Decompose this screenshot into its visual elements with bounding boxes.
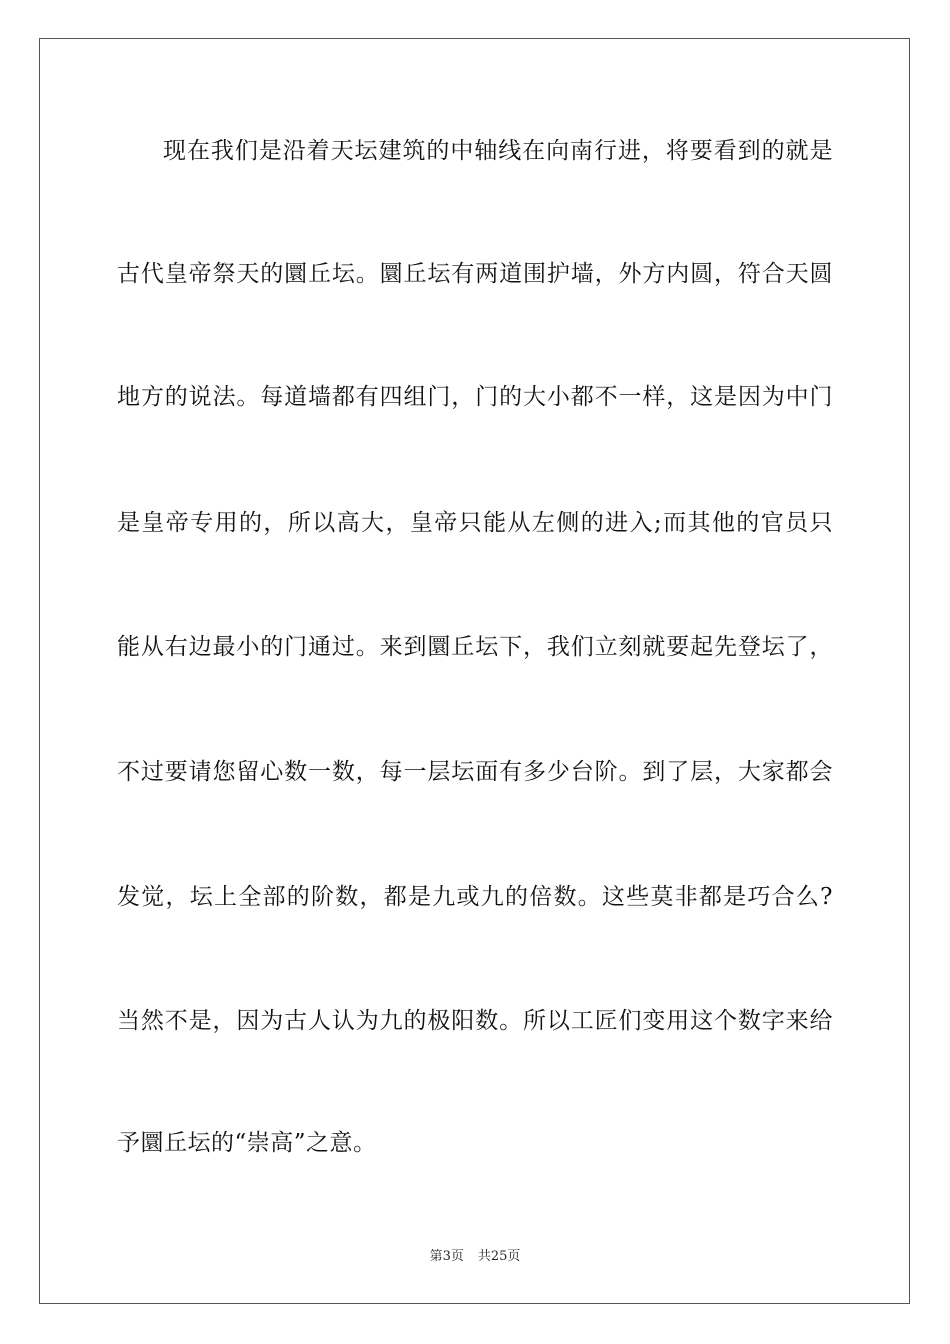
page-total: 共25页: [477, 1249, 521, 1264]
paragraph-line-6: 不过要请您留心数一数，每一层坛面有多少台阶。到了层，大家都会: [117, 759, 833, 785]
page-number: 第3页: [429, 1249, 464, 1264]
page-border: [39, 38, 910, 1304]
paragraph-line-8: 当然不是，因为古人认为九的极阳数。所以工匠们变用这个数字来给: [117, 1008, 833, 1034]
paragraph-line-4: 是皇帝专用的，所以高大，皇帝只能从左侧的进入;而其他的官员只: [117, 510, 833, 536]
page-footer: [0, 1245, 950, 1264]
paragraph-line-2: 古代皇帝祭天的圜丘坛。圜丘坛有两道围护墙，外方内圆，符合天圆: [117, 261, 833, 287]
paragraph-line-3: 地方的说法。每道墙都有四组门，门的大小都不一样，这是因为中门: [117, 384, 833, 410]
paragraph-line-9: 予圜丘坛的“崇高”之意。: [117, 1130, 377, 1156]
paragraph-line-5: 能从右边最小的门通过。来到圜丘坛下，我们立刻就要起先登坛了，: [117, 634, 833, 660]
paragraph-line-7: 发觉，坛上全部的阶数，都是九或九的倍数。这些莫非都是巧合么?: [117, 884, 833, 910]
paragraph-line-1: 现在我们是沿着天坛建筑的中轴线在向南行进，将要看到的就是: [163, 138, 833, 164]
